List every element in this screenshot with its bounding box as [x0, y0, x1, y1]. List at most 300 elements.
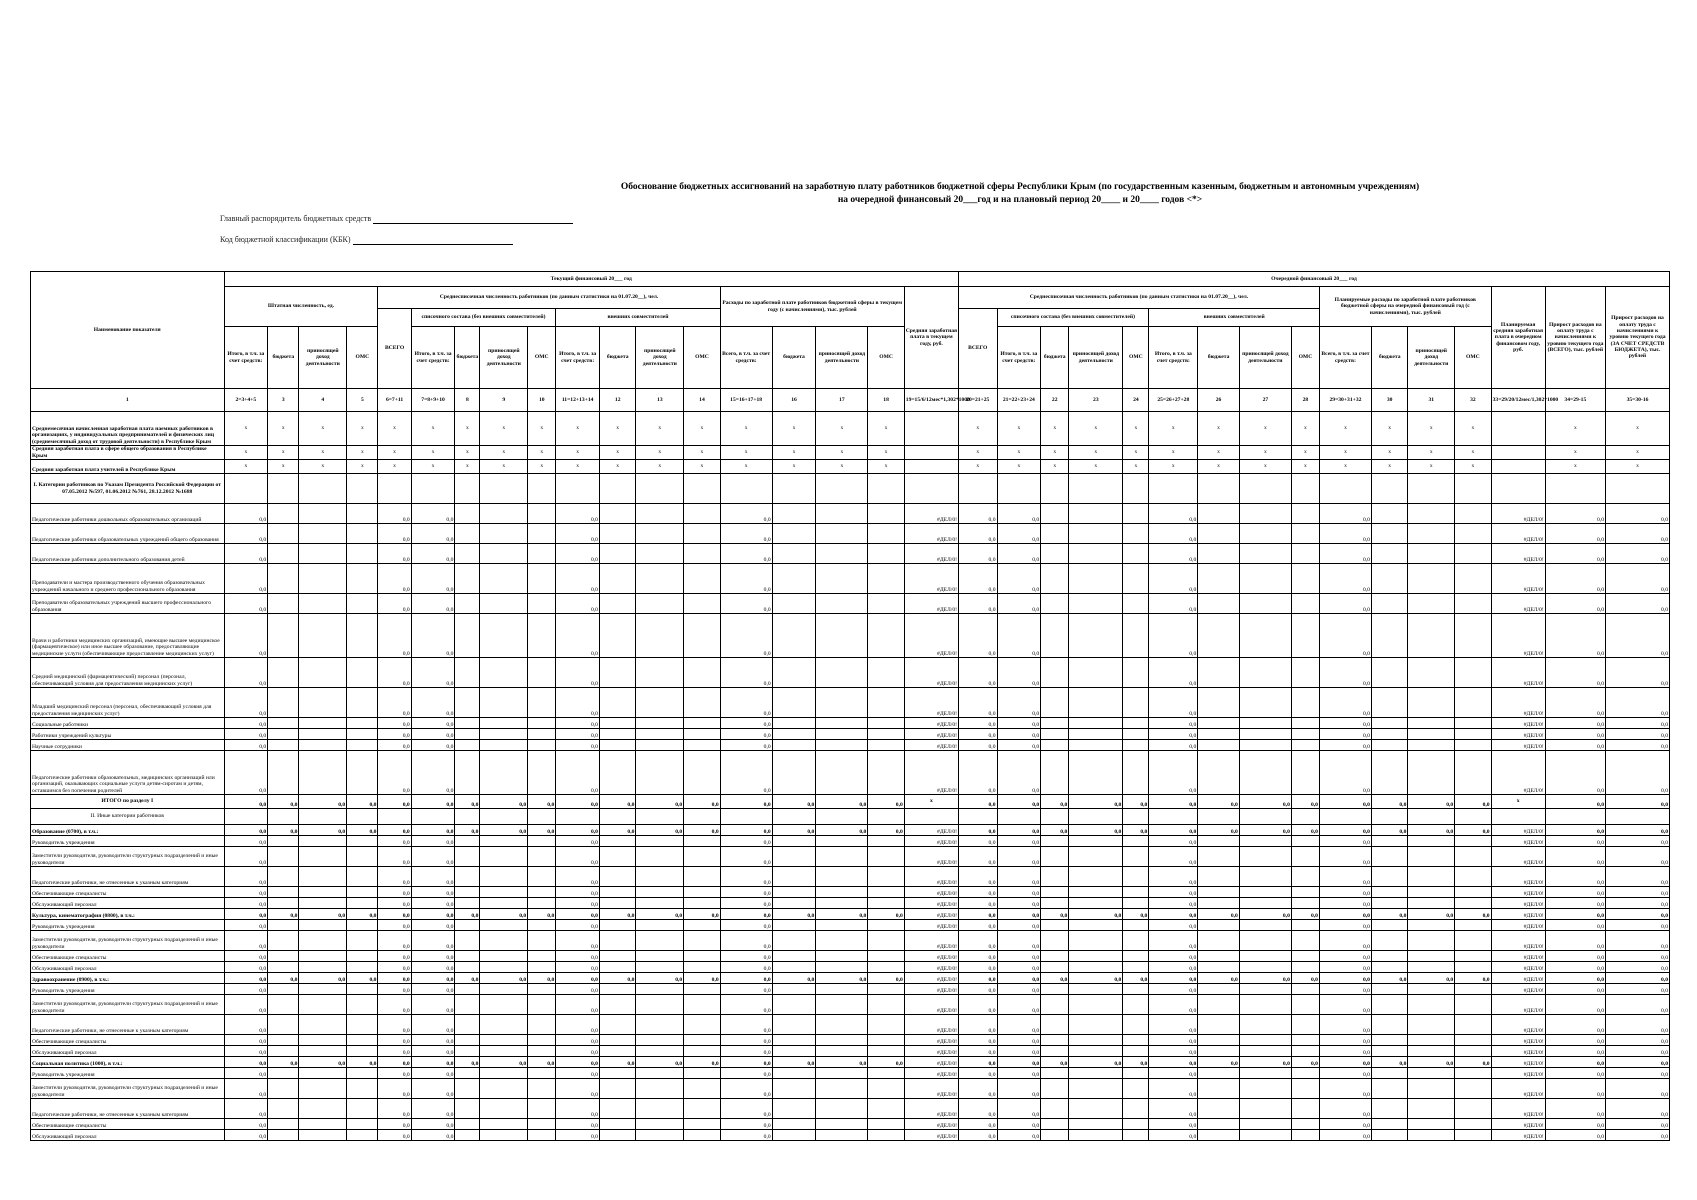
value-cell	[1408, 931, 1455, 951]
value-cell	[455, 1099, 480, 1119]
value-cell	[1291, 931, 1319, 951]
value-cell	[1291, 951, 1319, 962]
value-cell: 0,0	[1149, 909, 1198, 920]
table-cell	[1041, 474, 1069, 504]
avg-salary-cell: #ДЕЛ/0!	[904, 751, 958, 795]
table-cell	[1198, 809, 1240, 825]
value-cell: 0,0	[378, 594, 411, 614]
value-cell	[455, 1130, 480, 1141]
value-cell	[1455, 1046, 1491, 1057]
value-cell: 0,0	[1198, 1057, 1240, 1068]
value-cell: 0,0	[268, 825, 299, 836]
value-cell	[455, 1035, 480, 1046]
value-cell: 0,0	[1545, 909, 1605, 920]
value-cell	[816, 847, 868, 867]
table-cell	[411, 809, 455, 825]
value-cell	[455, 898, 480, 909]
column-number: 13	[636, 389, 684, 412]
x-cell: x	[1198, 460, 1240, 474]
table-cell	[684, 809, 720, 825]
value-cell: 0,0	[378, 1079, 411, 1099]
x-cell: x	[1545, 460, 1605, 474]
data-row	[31, 564, 1670, 594]
value-cell	[1408, 995, 1455, 1015]
value-cell: 0,0	[1606, 729, 1670, 740]
value-cell	[868, 524, 904, 544]
planned-salary-cell: #ДЕЛ/0!	[1491, 1046, 1545, 1057]
value-cell	[816, 887, 868, 898]
indicator-row	[31, 412, 1670, 446]
value-cell	[868, 504, 904, 524]
data-row	[31, 1046, 1670, 1057]
value-cell: 0,0	[1239, 825, 1291, 836]
table-cell	[1545, 809, 1605, 825]
table-cell	[720, 809, 772, 825]
value-cell	[1123, 524, 1149, 544]
vsego-next-header: ВСЕГО	[959, 309, 997, 389]
value-cell	[480, 718, 528, 729]
value-cell	[1069, 962, 1123, 973]
value-cell: 0,0	[1606, 795, 1670, 809]
value-cell	[1041, 898, 1069, 909]
avg-salary-cell: #ДЕЛ/0!	[904, 1130, 958, 1141]
value-cell: 0,0	[684, 795, 720, 809]
value-cell	[1198, 962, 1240, 973]
value-cell	[772, 1068, 816, 1079]
value-cell	[868, 1099, 904, 1119]
value-cell	[816, 898, 868, 909]
value-cell	[455, 867, 480, 887]
value-cell	[1041, 1015, 1069, 1035]
value-cell: 0,0	[1545, 594, 1605, 614]
value-cell	[772, 544, 816, 564]
total-label: ИТОГО по разделу I	[31, 795, 225, 809]
avg-salary-cell: #ДЕЛ/0!	[904, 931, 958, 951]
value-cell: 0,0	[556, 836, 600, 847]
value-cell	[816, 1130, 868, 1141]
value-cell: 0,0	[1149, 1046, 1198, 1057]
value-cell	[455, 962, 480, 973]
avg-salary-cell: #ДЕЛ/0!	[904, 594, 958, 614]
value-cell: 0,0	[1239, 909, 1291, 920]
value-cell: 0,0	[299, 1057, 347, 1068]
value-cell: 0,0	[224, 594, 268, 614]
value-cell	[528, 887, 556, 898]
planned-salary-cell: #ДЕЛ/0!	[1491, 1015, 1545, 1035]
value-cell	[1123, 867, 1149, 887]
x-cell: x	[1371, 412, 1407, 446]
table-cell	[347, 809, 378, 825]
value-cell	[268, 544, 299, 564]
value-cell	[1198, 1068, 1240, 1079]
value-cell	[268, 688, 299, 718]
value-cell	[599, 688, 635, 718]
row-label: Заместители руководителя, руководители структурных подразделений и иные руководители	[31, 1079, 225, 1099]
value-cell	[1408, 920, 1455, 931]
value-cell	[1041, 544, 1069, 564]
value-cell	[1371, 1015, 1407, 1035]
value-cell	[772, 887, 816, 898]
value-cell: 0,0	[1606, 984, 1670, 995]
value-cell	[1123, 1130, 1149, 1141]
value-cell: 0,0	[556, 1079, 600, 1099]
value-cell: 0,0	[1606, 1035, 1670, 1046]
value-cell: 0,0	[720, 614, 772, 658]
value-cell	[1239, 524, 1291, 544]
value-cell: 0,0	[720, 1035, 772, 1046]
row-label: Педагогические работники, не отнесенные к указным категориям	[31, 867, 225, 887]
table-cell	[1291, 474, 1319, 504]
value-cell	[816, 751, 868, 795]
table-cell	[268, 474, 299, 504]
x-cell: x	[268, 460, 299, 474]
value-cell: 0,0	[411, 1057, 455, 1068]
value-cell: 0,0	[1455, 795, 1491, 809]
x-cell: x	[772, 412, 816, 446]
value-cell: 0,0	[1319, 962, 1371, 973]
value-cell: 0,0	[997, 564, 1041, 594]
value-cell	[1291, 836, 1319, 847]
value-cell	[684, 867, 720, 887]
value-cell: 0,0	[959, 594, 997, 614]
value-cell	[772, 1119, 816, 1130]
value-cell	[636, 718, 684, 729]
value-cell: 0,0	[720, 504, 772, 524]
data-row	[31, 951, 1670, 962]
value-cell	[684, 1130, 720, 1141]
value-cell: 0,0	[959, 931, 997, 951]
value-cell: 0,0	[1149, 1130, 1198, 1141]
value-cell: 0,0	[1545, 688, 1605, 718]
data-row	[31, 825, 1670, 836]
value-cell: 0,0	[997, 1035, 1041, 1046]
avg-salary-cell: #ДЕЛ/0!	[904, 995, 958, 1015]
x-cell: x	[1149, 460, 1198, 474]
value-cell: 0,0	[997, 1068, 1041, 1079]
data-row	[31, 1057, 1670, 1068]
value-cell	[455, 688, 480, 718]
value-cell: 0,0	[378, 658, 411, 688]
value-cell	[772, 1130, 816, 1141]
value-cell	[268, 920, 299, 931]
table-cell	[599, 474, 635, 504]
column-number: 5	[347, 389, 378, 412]
value-cell	[347, 920, 378, 931]
x-cell: x	[1239, 446, 1291, 460]
value-cell	[772, 658, 816, 688]
value-cell: 0,0	[1545, 1119, 1605, 1130]
table-cell	[1041, 809, 1069, 825]
value-cell: 0,0	[720, 825, 772, 836]
value-cell: 0,0	[1291, 909, 1319, 920]
value-cell: 0,0	[1545, 1099, 1605, 1119]
value-cell: 0,0	[997, 962, 1041, 973]
sub-budget: бюджета	[599, 327, 635, 389]
value-cell	[1198, 1015, 1240, 1035]
value-cell: 0,0	[720, 524, 772, 544]
value-cell	[816, 1079, 868, 1099]
row-label: Руководитель учреждения	[31, 1068, 225, 1079]
data-row	[31, 1079, 1670, 1099]
table-cell	[455, 809, 480, 825]
value-cell	[455, 1046, 480, 1057]
value-cell	[1291, 1035, 1319, 1046]
x-cell: x	[347, 446, 378, 460]
value-cell: 0,0	[556, 962, 600, 973]
value-cell: 0,0	[556, 973, 600, 984]
value-cell	[1371, 1035, 1407, 1046]
value-cell	[1239, 688, 1291, 718]
value-cell	[347, 594, 378, 614]
value-cell: 0,0	[1606, 909, 1670, 920]
value-cell	[480, 564, 528, 594]
value-cell	[455, 740, 480, 751]
value-cell: 0,0	[868, 1057, 904, 1068]
kbk-field[interactable]	[353, 235, 513, 245]
value-cell: 0,0	[868, 909, 904, 920]
value-cell	[1123, 887, 1149, 898]
value-cell: 0,0	[1041, 973, 1069, 984]
avg-salary-cell: #ДЕЛ/0!	[904, 962, 958, 973]
value-cell: 0,0	[378, 751, 411, 795]
value-cell: 0,0	[997, 504, 1041, 524]
value-cell	[268, 951, 299, 962]
value-cell	[480, 524, 528, 544]
sub-budget: бюджета	[268, 327, 299, 389]
table-cell	[1455, 809, 1491, 825]
indicator-row	[31, 446, 1670, 460]
value-cell	[1123, 920, 1149, 931]
value-cell	[1371, 995, 1407, 1015]
value-cell	[1123, 1046, 1149, 1057]
table-cell	[1319, 474, 1371, 504]
value-cell: 0,0	[997, 594, 1041, 614]
value-cell: 0,0	[224, 836, 268, 847]
value-cell: 0,0	[378, 898, 411, 909]
value-cell: 0,0	[411, 1015, 455, 1035]
value-cell	[1408, 524, 1455, 544]
value-cell	[1041, 920, 1069, 931]
value-cell: 0,0	[720, 909, 772, 920]
x-cell	[904, 446, 958, 460]
total-row	[31, 795, 1670, 809]
value-cell	[636, 887, 684, 898]
value-cell	[816, 564, 868, 594]
value-cell	[1041, 1068, 1069, 1079]
value-cell: 0,0	[1291, 1057, 1319, 1068]
value-cell: 0,0	[455, 795, 480, 809]
value-cell	[528, 740, 556, 751]
sub-oms: ОМС	[1291, 327, 1319, 389]
value-cell	[1408, 962, 1455, 973]
value-cell: 0,0	[997, 544, 1041, 564]
value-cell	[268, 1046, 299, 1057]
value-cell	[1069, 564, 1123, 594]
value-cell	[636, 920, 684, 931]
row-label: Заместители руководителя, руководители структурных подразделений и иные руководители	[31, 931, 225, 951]
avg-salary-header: Средняя заработная плата в текущем году, руб.	[904, 287, 958, 389]
value-cell	[816, 1015, 868, 1035]
main-manager-field[interactable]	[373, 214, 573, 224]
value-cell: 0,0	[1545, 962, 1605, 973]
column-number: 24	[1123, 389, 1149, 412]
table-cell	[772, 474, 816, 504]
value-cell: 0,0	[1319, 614, 1371, 658]
value-cell	[599, 887, 635, 898]
value-cell	[816, 1099, 868, 1119]
value-cell	[1123, 1079, 1149, 1099]
value-cell: 0,0	[1371, 909, 1407, 920]
value-cell: 0,0	[411, 995, 455, 1015]
value-cell: 0,0	[378, 847, 411, 867]
value-cell	[1408, 751, 1455, 795]
value-cell: 0,0	[1149, 688, 1198, 718]
value-cell	[347, 962, 378, 973]
value-cell: 0,0	[720, 1068, 772, 1079]
value-cell	[1239, 931, 1291, 951]
value-cell	[1069, 887, 1123, 898]
value-cell	[268, 1130, 299, 1141]
value-cell	[268, 962, 299, 973]
value-cell: 0,0	[997, 867, 1041, 887]
value-cell: 0,0	[720, 836, 772, 847]
value-cell: 0,0	[556, 909, 600, 920]
value-cell: 0,0	[1606, 740, 1670, 751]
value-cell	[1408, 836, 1455, 847]
table-cell	[904, 474, 958, 504]
value-cell: 0,0	[1606, 751, 1670, 795]
x-cell: x	[599, 412, 635, 446]
value-cell	[455, 1068, 480, 1079]
value-cell: 0,0	[959, 909, 997, 920]
value-cell	[1123, 594, 1149, 614]
planned-salary-cell: #ДЕЛ/0!	[1491, 524, 1545, 544]
value-cell	[480, 931, 528, 951]
value-cell	[1455, 524, 1491, 544]
row-label: Заместители руководителя, руководители структурных подразделений и иные руководители	[31, 995, 225, 1015]
value-cell	[1371, 729, 1407, 740]
avg-salary-cell: #ДЕЛ/0!	[904, 1119, 958, 1130]
x-cell: x	[904, 795, 958, 809]
value-cell	[1455, 688, 1491, 718]
x-cell: x	[455, 412, 480, 446]
vsego-header: ВСЕГО	[378, 309, 411, 389]
value-cell	[268, 1099, 299, 1119]
value-cell	[1123, 962, 1149, 973]
value-cell	[1239, 504, 1291, 524]
value-cell: 0,0	[224, 524, 268, 544]
avg-salary-cell: #ДЕЛ/0!	[904, 825, 958, 836]
value-cell: 0,0	[1069, 795, 1123, 809]
value-cell	[1408, 847, 1455, 867]
row-label: Средняя заработная плата в сфере общего образования в Республике Крым	[31, 446, 225, 460]
table-cell	[1491, 474, 1545, 504]
value-cell	[816, 962, 868, 973]
value-cell	[599, 995, 635, 1015]
value-cell: 0,0	[411, 795, 455, 809]
sub-total: Всего, в т.ч. за счет средств:	[720, 327, 772, 389]
value-cell: 0,0	[1291, 973, 1319, 984]
document-title	[520, 181, 1520, 207]
value-cell	[347, 658, 378, 688]
value-cell: 0,0	[224, 1068, 268, 1079]
value-cell	[1123, 931, 1149, 951]
data-row	[31, 504, 1670, 524]
x-cell: x	[411, 460, 455, 474]
value-cell	[599, 1035, 635, 1046]
column-number: 22	[1041, 389, 1069, 412]
value-cell	[268, 504, 299, 524]
value-cell	[1239, 740, 1291, 751]
value-cell	[868, 920, 904, 931]
sub-income: приносящей доход деятельности	[816, 327, 868, 389]
value-cell: 0,0	[268, 973, 299, 984]
value-cell: 0,0	[1319, 1015, 1371, 1035]
table-cell	[528, 809, 556, 825]
value-cell	[1069, 1130, 1123, 1141]
value-cell: 0,0	[1149, 729, 1198, 740]
value-cell: 0,0	[556, 1046, 600, 1057]
value-cell: 0,0	[868, 973, 904, 984]
sub-income: приносящей доход деятельности	[1069, 327, 1123, 389]
value-cell: 0,0	[1545, 973, 1605, 984]
value-cell	[1198, 718, 1240, 729]
value-cell: 0,0	[556, 1035, 600, 1046]
table-cell	[1069, 809, 1123, 825]
table-cell	[720, 474, 772, 504]
value-cell	[1198, 594, 1240, 614]
value-cell: 0,0	[411, 1035, 455, 1046]
value-cell	[1371, 920, 1407, 931]
list-staff-header: списочного состава (без внешних совместителей)	[411, 309, 556, 327]
value-cell	[1408, 898, 1455, 909]
value-cell	[480, 847, 528, 867]
value-cell: 0,0	[959, 1119, 997, 1130]
avg-salary-cell: #ДЕЛ/0!	[904, 984, 958, 995]
value-cell	[599, 951, 635, 962]
value-cell: 0,0	[1408, 825, 1455, 836]
value-cell: 0,0	[997, 740, 1041, 751]
value-cell	[816, 504, 868, 524]
planned-salary-cell: #ДЕЛ/0!	[1491, 995, 1545, 1015]
value-cell	[684, 614, 720, 658]
value-cell: 0,0	[1545, 898, 1605, 909]
x-cell: x	[1408, 412, 1455, 446]
value-cell	[636, 751, 684, 795]
value-cell	[684, 898, 720, 909]
value-cell	[1455, 740, 1491, 751]
value-cell	[816, 614, 868, 658]
column-number: 14	[684, 389, 720, 412]
value-cell: 0,0	[997, 751, 1041, 795]
value-cell: 0,0	[1606, 524, 1670, 544]
x-cell: x	[347, 460, 378, 474]
planned-salary-cell: #ДЕЛ/0!	[1491, 973, 1545, 984]
value-cell: 0,0	[720, 751, 772, 795]
column-number: 23	[1069, 389, 1123, 412]
value-cell	[347, 729, 378, 740]
value-cell	[1291, 718, 1319, 729]
value-cell	[1455, 984, 1491, 995]
value-cell	[455, 564, 480, 594]
value-cell	[868, 544, 904, 564]
avg-salary-cell: #ДЕЛ/0!	[904, 920, 958, 931]
value-cell	[1069, 614, 1123, 658]
value-cell: 0,0	[997, 1079, 1041, 1099]
value-cell	[1041, 1119, 1069, 1130]
sub-total: Итого, в т.ч. за счет средств:	[224, 327, 268, 389]
value-cell: 0,0	[772, 795, 816, 809]
